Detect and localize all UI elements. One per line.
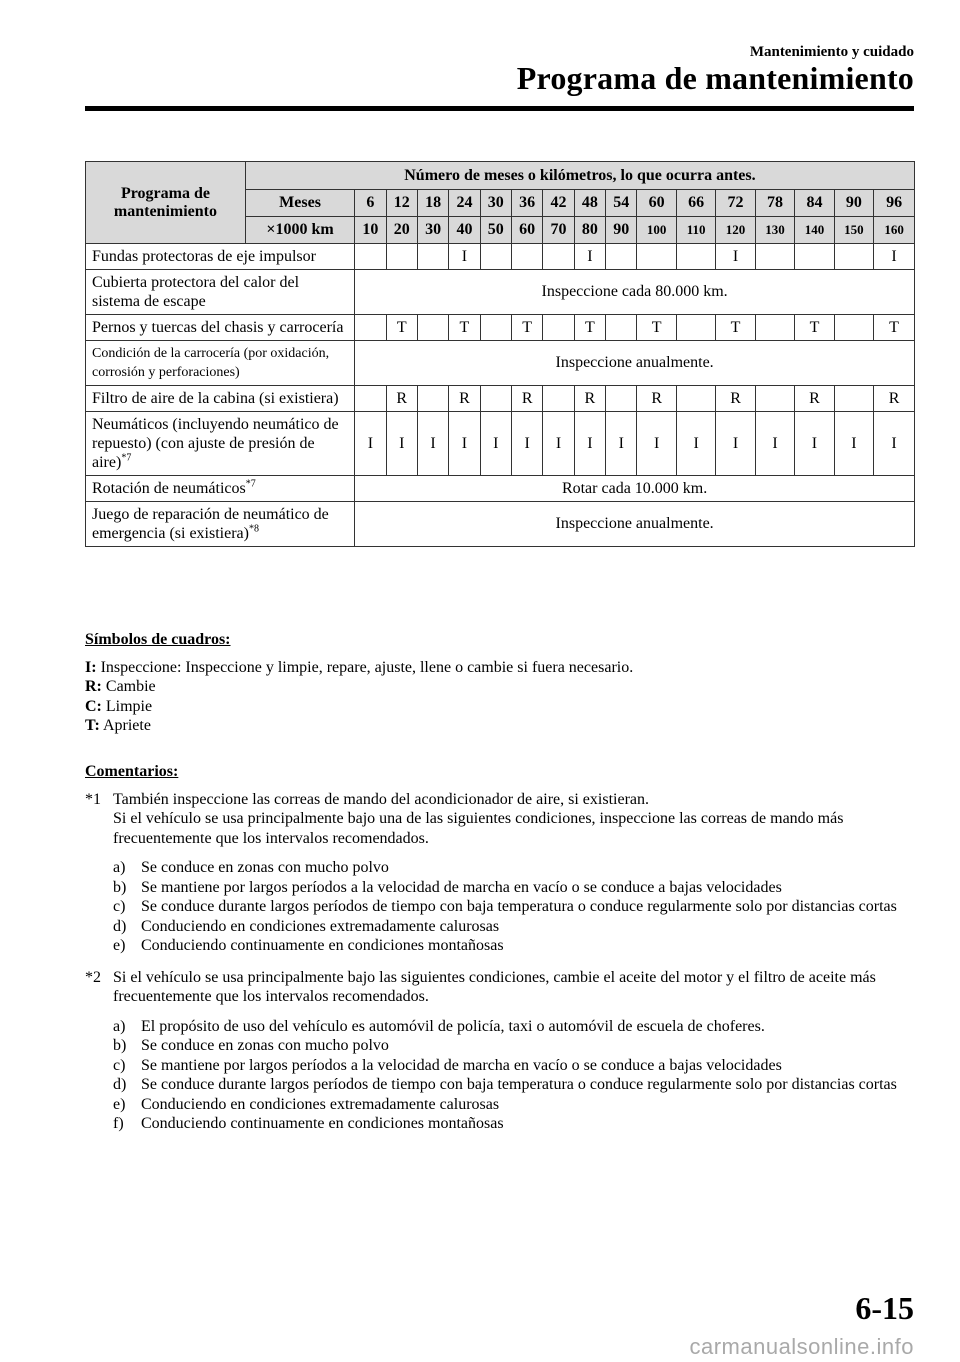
schedule-cell: I	[449, 244, 480, 270]
legend-item	[85, 697, 915, 717]
comments-title: Comentarios:	[85, 763, 179, 780]
schedule-cell: T	[637, 315, 676, 341]
month-cell: 60	[637, 190, 676, 217]
schedule-cell	[480, 386, 511, 412]
item-text: Condición de la carrocería (por oxidación, corrosión y perforaciones)	[92, 346, 330, 380]
note-text: Si el vehículo se usa principalmente bajo una de las siguientes condiciones, inspeccione las correas de mando más frecuentemente que los intervalos recomendados.	[113, 810, 844, 847]
month-cell: 54	[606, 190, 637, 217]
schedule-cell: T	[874, 315, 915, 341]
schedule-cell: I	[417, 412, 448, 476]
schedule-cell: I	[755, 412, 794, 476]
km-cell: 90	[606, 217, 637, 244]
schedule-cell	[834, 315, 873, 341]
item-text: Filtro de aire de la cabina (si existiera)	[92, 390, 339, 407]
schedule-cell: R	[511, 386, 542, 412]
schedule-cell	[795, 244, 834, 270]
schedule-cell: I	[834, 412, 873, 476]
list-letter: e)	[113, 1095, 126, 1113]
item-text: Pernos y tuercas del chasis y carrocería	[92, 319, 344, 336]
list-item	[113, 858, 915, 878]
schedule-cell	[417, 315, 448, 341]
schedule-cell	[355, 315, 386, 341]
note-number: *2	[85, 968, 101, 986]
month-cell: 12	[386, 190, 417, 217]
table-row	[86, 412, 915, 476]
list-letter: b)	[113, 1037, 127, 1054]
list-letter: d)	[113, 1076, 127, 1093]
km-cell: 130	[755, 217, 794, 244]
list-letter: c)	[113, 898, 126, 915]
month-cell: 96	[874, 190, 915, 217]
schedule-cell	[386, 244, 417, 270]
footnote-ref: *7	[121, 452, 132, 464]
list-item	[113, 936, 915, 956]
item-text: Rotación de neumáticos	[92, 480, 246, 497]
page-title: Programa de mantenimiento	[516, 60, 914, 96]
schedule-cell: I	[386, 412, 417, 476]
list-text: Conduciendo en condiciones extremadamente calurosas	[141, 917, 500, 935]
schedule-cell	[676, 315, 715, 341]
schedule-cell	[543, 244, 574, 270]
legend-text: Inspeccione: Inspeccione y limpie, repare, ajuste, llene o cambie si fuera necesario.	[100, 658, 634, 676]
schedule-cell	[834, 386, 873, 412]
item-label	[86, 341, 355, 386]
schedule-cell: I	[874, 412, 915, 476]
list-text: El propósito de uso del vehículo es automóvil de policía, taxi o automóvil de escuela de choferes.	[141, 1017, 765, 1035]
list-text: Conduciendo continuamente en condiciones montañosas	[141, 937, 504, 954]
schedule-cell	[355, 244, 386, 270]
item-label	[86, 270, 355, 315]
legend-text: Limpie	[105, 697, 153, 715]
km-cell: 140	[795, 217, 834, 244]
item-text: Juego de reparación de neumático de emergencia (si existiera)	[92, 506, 329, 542]
list-text: Se conduce durante largos períodos de tiempo con baja temperatura o conduce regularmente solo por distancias cortas	[141, 898, 897, 915]
months-label: Meses	[245, 190, 354, 217]
list-item	[113, 1017, 915, 1037]
item-label	[86, 412, 355, 476]
schedule-cell	[417, 244, 448, 270]
table-body	[86, 162, 915, 547]
km-cell: 120	[716, 217, 755, 244]
legend-item	[85, 677, 915, 697]
km-label: ×1000 km	[245, 217, 354, 244]
list-letter: a)	[113, 1017, 126, 1035]
schedule-cell	[676, 244, 715, 270]
month-cell: 30	[480, 190, 511, 217]
month-cell: 72	[716, 190, 755, 217]
schedule-cell: T	[574, 315, 605, 341]
maintenance-table	[85, 161, 915, 547]
list-item	[113, 1056, 915, 1076]
item-label	[86, 315, 355, 341]
list-text: Se mantiene por largos períodos a la velocidad de marcha en vacío o se conduce a bajas velocidades	[141, 1056, 782, 1074]
interval-header: Número de meses o kilómetros, lo que ocurra antes.	[245, 162, 914, 190]
schedule-cell	[417, 386, 448, 412]
footnote-ref: *7	[245, 478, 256, 490]
schedule-cell: R	[574, 386, 605, 412]
legend-title: Símbolos de cuadros:	[85, 631, 231, 648]
schedule-cell	[355, 386, 386, 412]
schedule-span-cell: Rotar cada 10.000 km.	[355, 476, 915, 502]
schedule-cell: R	[449, 386, 480, 412]
schedule-cell: R	[716, 386, 755, 412]
list-item	[113, 1036, 915, 1056]
month-cell: 90	[834, 190, 873, 217]
km-cell: 50	[480, 217, 511, 244]
schedule-cell: I	[543, 412, 574, 476]
month-cell: 78	[755, 190, 794, 217]
schedule-cell	[755, 244, 794, 270]
schedule-cell	[511, 244, 542, 270]
schedule-span-cell: Inspeccione anualmente.	[355, 502, 915, 547]
schedule-cell: T	[795, 315, 834, 341]
list-item	[113, 878, 915, 898]
schedule-cell: I	[574, 412, 605, 476]
table-row	[86, 315, 915, 341]
condition-list	[113, 858, 915, 956]
schedule-cell: T	[386, 315, 417, 341]
schedule-cell	[606, 386, 637, 412]
schedule-cell	[755, 315, 794, 341]
legend-symbol: R:	[85, 678, 102, 695]
list-text: Se mantiene por largos períodos a la velocidad de marcha en vacío o se conduce a bajas velocidades	[141, 878, 782, 896]
list-letter: a)	[113, 859, 126, 876]
legend-symbol: I:	[85, 658, 97, 676]
schedule-cell: I	[480, 412, 511, 476]
page-number: 6-15	[855, 1290, 914, 1326]
schedule-cell: T	[449, 315, 480, 341]
watermark: carmanualsonline.info	[689, 1334, 914, 1359]
table-row	[86, 270, 915, 315]
table-row	[86, 341, 915, 386]
item-text: Neumáticos (incluyendo neumático de repuesto) (con ajuste de presión de aire)	[92, 416, 339, 471]
legend-symbol: T:	[85, 717, 100, 734]
km-cell: 20	[386, 217, 417, 244]
item-label	[86, 386, 355, 412]
legend-symbol: C:	[85, 697, 102, 715]
schedule-cell: I	[676, 412, 715, 476]
schedule-cell: I	[795, 412, 834, 476]
list-item	[113, 1075, 915, 1095]
schedule-cell: I	[716, 244, 755, 270]
schedule-cell	[480, 315, 511, 341]
list-text: Se conduce en zonas con mucho polvo	[141, 859, 389, 876]
comments-section	[85, 762, 915, 1134]
schedule-span-cell: Inspeccione cada 80.000 km.	[355, 270, 915, 315]
km-cell: 40	[449, 217, 480, 244]
item-label	[86, 476, 355, 502]
schedule-cell: I	[574, 244, 605, 270]
schedule-cell: T	[716, 315, 755, 341]
schedule-cell: I	[716, 412, 755, 476]
list-text: Se conduce en zonas con mucho polvo	[141, 1037, 389, 1054]
list-letter: f)	[113, 1115, 124, 1132]
month-cell: 36	[511, 190, 542, 217]
note-number: *1	[85, 790, 101, 808]
list-letter: d)	[113, 917, 127, 935]
list-item	[113, 897, 915, 917]
schedule-cell: R	[637, 386, 676, 412]
condition-list	[113, 1017, 915, 1134]
month-cell: 42	[543, 190, 574, 217]
list-item	[113, 1095, 915, 1115]
schedule-cell: R	[795, 386, 834, 412]
symbols-legend	[85, 630, 915, 736]
month-cell: 84	[795, 190, 834, 217]
schedule-cell: I	[874, 244, 915, 270]
note-text: Si el vehículo se usa principalmente bajo las siguientes condiciones, cambie el aceite del motor y el filtro de aceite más frecuentemente que los intervalos recomendados.	[113, 968, 876, 1005]
schedule-cell	[606, 315, 637, 341]
legend-item	[85, 716, 915, 736]
legend-text: Apriete	[102, 717, 151, 734]
schedule-cell	[676, 386, 715, 412]
km-cell: 10	[355, 217, 386, 244]
km-cell: 100	[637, 217, 676, 244]
km-cell: 70	[543, 217, 574, 244]
schedule-cell: I	[637, 412, 676, 476]
schedule-cell: I	[355, 412, 386, 476]
schedule-cell: R	[874, 386, 915, 412]
list-letter: c)	[113, 1056, 126, 1074]
list-text: Conduciendo continuamente en condiciones montañosas	[141, 1115, 504, 1132]
header-rule	[85, 106, 914, 111]
schedule-cell	[755, 386, 794, 412]
km-cell: 150	[834, 217, 873, 244]
list-letter: b)	[113, 878, 127, 896]
table-row	[86, 386, 915, 412]
item-label	[86, 502, 355, 547]
table-row	[86, 476, 915, 502]
table-row	[86, 502, 915, 547]
km-cell: 30	[417, 217, 448, 244]
schedule-span-cell: Inspeccione anualmente.	[355, 341, 915, 386]
schedule-cell	[637, 244, 676, 270]
month-cell: 48	[574, 190, 605, 217]
schedule-cell: I	[606, 412, 637, 476]
month-cell: 24	[449, 190, 480, 217]
km-cell: 80	[574, 217, 605, 244]
month-cell: 6	[355, 190, 386, 217]
footnote-ref: *8	[248, 523, 259, 535]
list-text: Conduciendo en condiciones extremadamente calurosas	[141, 1095, 500, 1113]
item-text: Cubierta protectora del calor del sistema de escape	[92, 274, 300, 310]
list-item	[113, 917, 915, 937]
schedule-cell: R	[386, 386, 417, 412]
list-letter: e)	[113, 937, 126, 954]
note-text: También inspeccione las correas de mando del acondicionador de aire, si existieran.	[113, 790, 649, 808]
schedule-cell: I	[511, 412, 542, 476]
section-heading: Mantenimiento y cuidado	[749, 44, 914, 60]
item-label	[86, 244, 355, 270]
month-cell: 18	[417, 190, 448, 217]
schedule-cell	[543, 386, 574, 412]
schedule-cell	[606, 244, 637, 270]
schedule-cell	[480, 244, 511, 270]
list-text: Se conduce durante largos períodos de tiempo con baja temperatura o conduce regularmente solo por distancias cortas	[141, 1076, 897, 1093]
comment-note	[85, 790, 915, 956]
legend-item	[85, 658, 915, 678]
table-row	[86, 244, 915, 270]
list-item	[113, 1114, 915, 1134]
schedule-cell	[543, 315, 574, 341]
corner-header: Programa de mantenimiento	[86, 162, 246, 244]
km-cell: 60	[511, 217, 542, 244]
month-cell: 66	[676, 190, 715, 217]
km-cell: 110	[676, 217, 715, 244]
comment-note	[85, 968, 915, 1134]
schedule-cell: T	[511, 315, 542, 341]
legend-text: Cambie	[105, 678, 156, 695]
schedule-cell: I	[449, 412, 480, 476]
schedule-cell	[834, 244, 873, 270]
km-cell: 160	[874, 217, 915, 244]
item-text: Fundas protectoras de eje impulsor	[92, 248, 316, 265]
